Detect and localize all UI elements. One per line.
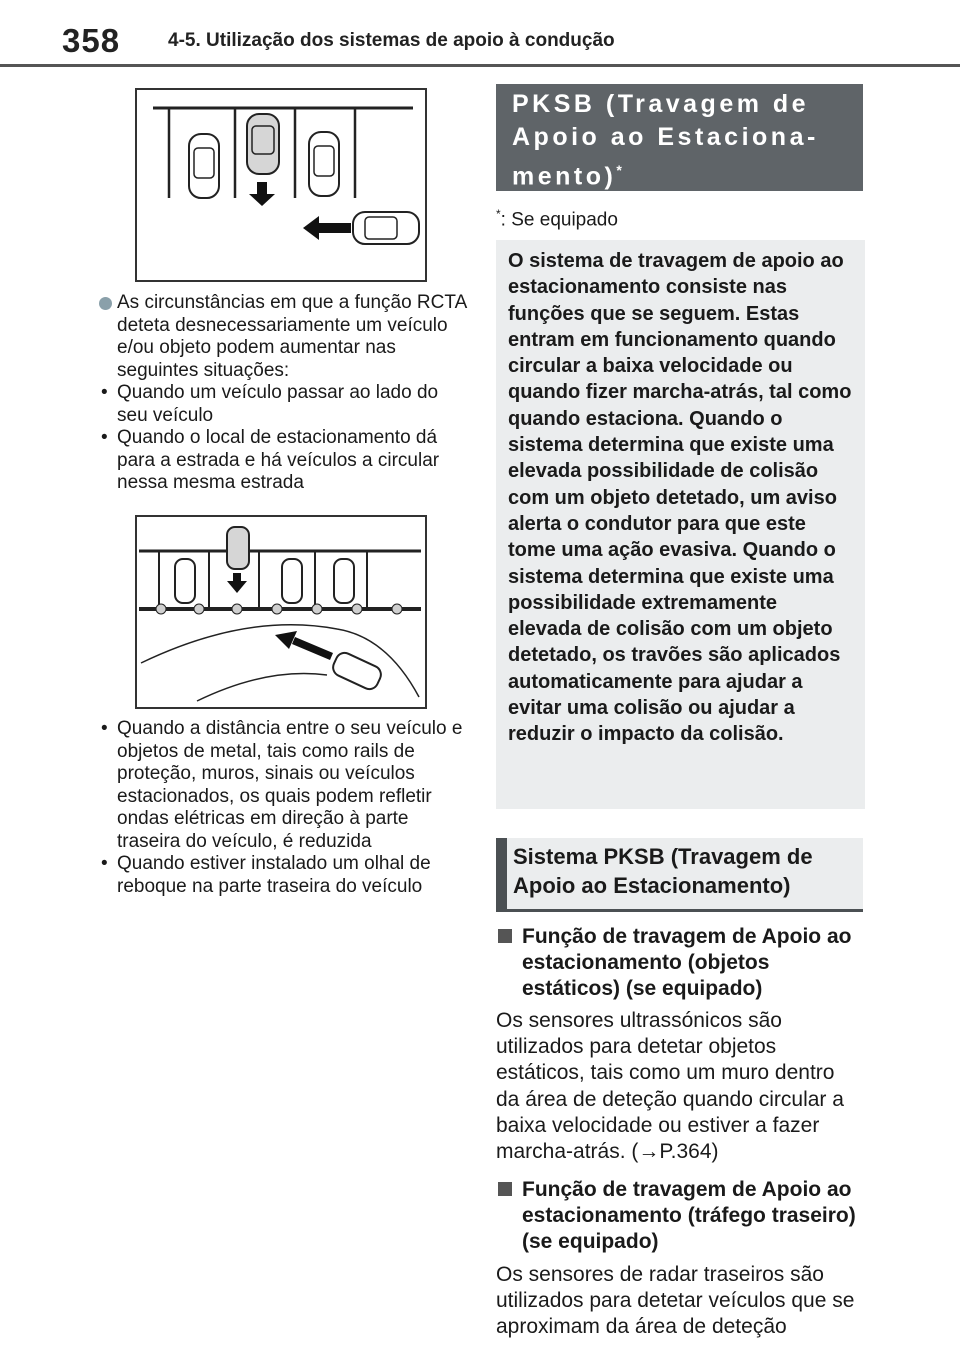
own-car: [247, 114, 279, 174]
list-item: • Quando o local de estacionamento dá para a estrada e há veículos a circular nessa mesma estrada: [101, 427, 440, 493]
square-bullet-icon: [498, 929, 512, 943]
parking-illustration-2: [137, 517, 425, 707]
parked-car-3: [334, 559, 354, 603]
intro-text: O sistema de travagem de apoio ao estacionamento consiste nas funções que se seguem. Estas entram em funcionamento quando circular a baixa velocidade ou quando fizer marcha-atrás, tal como quando estaciona. Quando o sistema determina que existe uma elevada possibilidade de colisão com um objeto detetado, um aviso alerta o condutor para que este tome uma ação evasiva. Quando o sistema determina que existe uma possibilidade extremamente elevada de colisão com um objeto detetado, os travões são aplicados automaticamente para ajudar a evitar uma colisão ou ajudar a reduzir o impacto da colisão.: [508, 250, 852, 746]
situations-list-bottom: [99, 718, 469, 898]
list-item: • Quando a distância entre o seu veículo e objetos de metal, tais como rails de proteção, muros, sinais ou veículos estacionados, os quais podem refletir ondas elétricas em direção à parte traseira do veículo, é reduzida: [101, 718, 463, 852]
intro-box: [496, 240, 865, 809]
parked-car-1: [175, 559, 195, 603]
list-item: • Quando estiver instalado um olhal de reboque na parte traseira do veículo: [101, 853, 431, 897]
parked-car-right: [309, 132, 339, 196]
reverse-arrow: [227, 573, 247, 593]
footnote: *: Se equipado: [496, 207, 618, 231]
figure-curved-road: [135, 515, 427, 709]
parking-illustration-1: [137, 90, 425, 280]
rear-traffic-text: Os sensores de radar traseiros são utilizados para detetar veículos que se aproximam da área de deteção: [496, 1263, 855, 1339]
page-header: [0, 0, 960, 66]
bullet-icon: [99, 297, 112, 310]
pksb-section-header: [496, 84, 863, 191]
figure-passing-vehicle: [135, 88, 427, 282]
passing-car: [353, 212, 419, 244]
reverse-arrow: [249, 182, 275, 206]
approach-arrow: [303, 216, 351, 240]
static-objects-text: Os sensores ultrassónicos são utilizados para detetar objetos estáticos, tais como um muro dentro da área de deteção quando circular a baixa velocidade ou estiver a fazer marcha-atrás. (→P.364): [496, 1009, 844, 1164]
system-heading-text: Sistema PKSB (Travagem de Apoio ao Estacionamento): [513, 844, 813, 898]
list-item: • Quando um veículo passar ao lado do seu veículo: [101, 382, 439, 426]
rcta-bullet-text: As circunstâncias em que a função RCTA deteta desnecessariamente um veículo e/ou objeto podem aumentar nas seguintes situações:: [117, 292, 467, 381]
header-divider: [0, 64, 960, 67]
section-title: 4-5. Utilização dos sistemas de apoio à condução: [168, 30, 615, 51]
parked-car-left: [189, 134, 219, 198]
subheading-rear-traffic: Função de travagem de Apoio ao estacionamento (tráfego traseiro) (se equipado): [496, 1177, 863, 1255]
approach-arrow: [275, 631, 333, 660]
parked-car-2: [282, 559, 302, 603]
situations-list-top: [99, 382, 469, 495]
system-heading: [496, 838, 863, 912]
square-bullet-icon: [498, 1182, 512, 1196]
page-number: 358: [62, 22, 121, 59]
rcta-bullet: [99, 292, 469, 382]
own-car: [227, 527, 249, 569]
pksb-footnote-mark: *: [616, 162, 626, 178]
pksb-title: PKSB (Travagem de Apoio ao Estaciona-mento): [512, 90, 819, 191]
subheading-static-objects: Função de travagem de Apoio ao estacionamento (objetos estáticos) (se equipado): [496, 924, 863, 1002]
approaching-car: [330, 650, 384, 692]
